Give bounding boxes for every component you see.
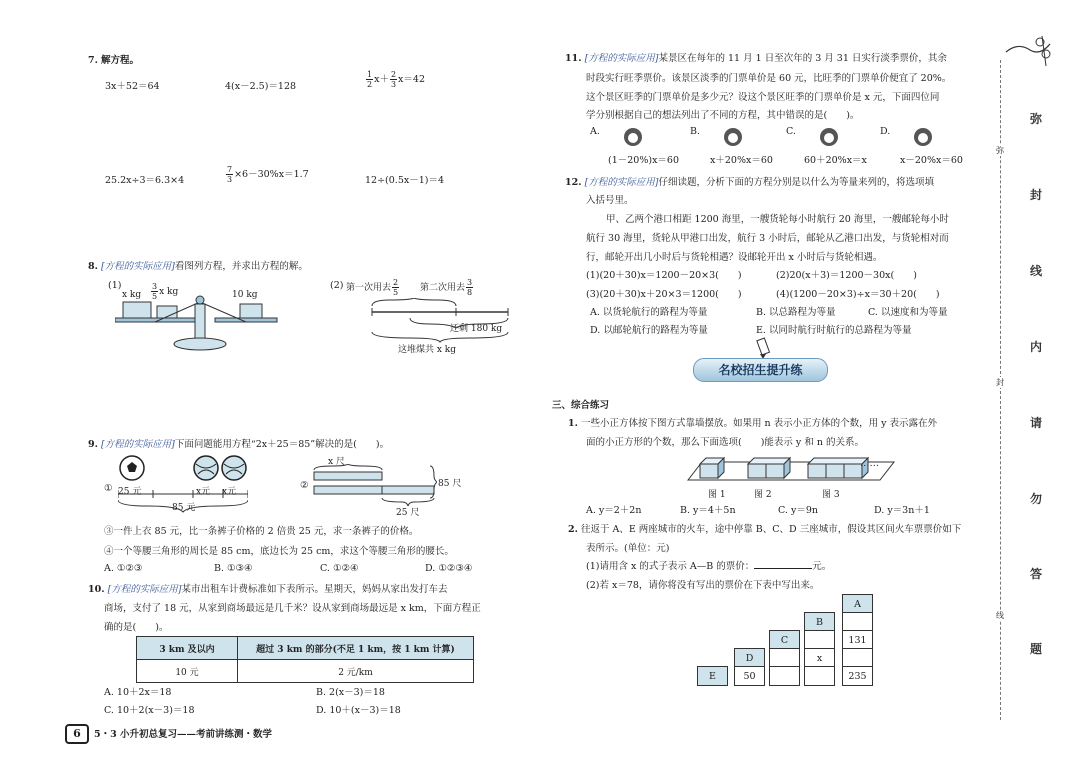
q9-tag: [方程的实际应用] (100, 439, 175, 450)
q11-label-d: D. (880, 126, 891, 137)
figure-3-label: 图 3 (822, 490, 840, 500)
s3-q1-number: 1. (568, 418, 578, 429)
section-badge: 名校招生提升练 (693, 358, 828, 382)
q8-tag: [方程的实际应用] (100, 261, 175, 272)
taxi-fare-table (136, 636, 474, 683)
q9-x-yuan-2: x元 (222, 487, 237, 497)
q9-choice-b: B. ①③④ (214, 563, 253, 574)
q8-number: 8. (88, 261, 98, 272)
q7-eq6: 12÷(0.5x－1)＝4 (365, 175, 445, 186)
q9-number: 9. (88, 439, 98, 450)
fare-header-within3: 3 km 及以内 (137, 637, 238, 660)
s3-q2-line1: 2. 往返于 A、E 两座城市的火车，途中停靠 B、C、D 三座城市，假设其区间火车票票价如下 (568, 524, 962, 535)
q9-price-25: 25 元 (118, 487, 142, 497)
student-avatar-icon (724, 128, 742, 146)
s3-q2-sub1: (1)请用含 x 的式子表示 A—B 的票价： 元。 (586, 561, 832, 572)
stair-cell[interactable] (769, 666, 800, 686)
q12-line2: 入括号里。 (586, 195, 634, 206)
s3-q2-sub2: (2)若 x＝78，请你将没有写出的票价在下表中写出来。 (586, 580, 820, 591)
stair-50: 50 (734, 666, 765, 686)
q11-eq-b: x＋20%x＝60 (710, 155, 773, 166)
q11-label-b: B. (690, 126, 701, 137)
q12-option-c: C. 以速度和为等量 (868, 307, 948, 318)
q7-title: 解方程。 (100, 55, 139, 66)
q10-tag: [方程的实际应用] (107, 584, 182, 595)
stair-131: 131 (842, 630, 873, 650)
q11-eq-d: x－20%x＝60 (900, 155, 963, 166)
answer-blank[interactable] (754, 568, 812, 569)
binding-cut-line (1000, 60, 1001, 720)
q8-text: 看图列方程，并求出方程的解。 (174, 261, 308, 272)
q9-header (88, 436, 389, 450)
side-mi: 弥 (1030, 112, 1043, 126)
q12-tag: [方程的实际应用] (584, 177, 659, 188)
pencil-mascot-icon (750, 336, 776, 360)
q7-eq2: 4(x－2.5)＝128 (225, 81, 297, 92)
q10-line3: 确的是( )。 (104, 622, 169, 633)
frac-1-2: $\frac{1}{2}$ (367, 70, 373, 89)
s3-q1-choice-b: B. y＝4＋5n (680, 505, 736, 516)
q8-10kg: 10 kg (232, 290, 258, 300)
q9-text: 下面问题能用方程“2x＋25＝85”解决的是( )。 (174, 439, 390, 450)
q12-eq4: (4)(1200－20×3)÷x＝30＋20( ) (776, 289, 940, 300)
q11-line3: 这个景区旺季的门票单价是多少元？设这个景区旺季的门票单价是 x 元，下面四位同 (586, 92, 940, 103)
side-wu: 勿 (1030, 492, 1043, 506)
q11-label-c: C. (786, 126, 796, 137)
side-feng: 封 (1030, 188, 1043, 202)
frac-2-5: $\frac{2}{5}$ (393, 278, 399, 297)
page-number: 6 (65, 724, 89, 744)
stair-x: x (804, 648, 835, 668)
q9-opt2-label: ② (300, 480, 309, 491)
stair-cell[interactable] (804, 630, 835, 650)
q11-tag: [方程的实际应用] (584, 53, 659, 64)
s3-q1-line2: 面的小正方形的个数，那么下面选项( )能表示 y 和 n 的关系。 (586, 437, 864, 448)
q12-para2: 航行 30 海里，货轮从甲港口出发，航行 3 小时后，邮轮从乙港口出发，与货轮相对而 (586, 233, 949, 244)
q7-header (88, 52, 139, 66)
stair-e: E (697, 666, 728, 686)
q8-first-use: 第一次用去 $\frac{2}{5}$ (346, 278, 399, 297)
side-da: 答 (1030, 567, 1043, 581)
stair-cell[interactable] (842, 648, 873, 668)
q12-option-b: B. 以总路程为等量 (756, 307, 836, 318)
fare-cell-over3: 2 元/km (238, 660, 474, 683)
q7-eq5: $\frac{7}{3}$ ×6－30%x＝1.7 (227, 165, 309, 184)
s3-q2-line2: 表所示。(单位：元) (586, 543, 670, 554)
q8-frac-xkg: $\frac{3}{5}$ x kg (152, 282, 179, 301)
q11-line4: 学分别根据自己的想法列出了不同的方程，其中错误的是( )。 (586, 110, 860, 121)
q12-option-a: A. 以货轮航行的路程为等量 (590, 307, 708, 318)
side-xian-small: 线 (996, 611, 1004, 620)
q9-x-yuan-1: x元 (196, 487, 211, 497)
frac-3-5: $\frac{3}{5}$ (152, 282, 158, 301)
q11-eq-c: 60＋20%x＝x (804, 155, 867, 166)
q9-choice-d: D. ①②③④ (425, 563, 473, 574)
q10-choice-a: A. 10＋2x＝18 (104, 687, 172, 698)
q10-number: 10. (88, 584, 105, 595)
s3-q2-number: 2. (568, 524, 578, 535)
q8-total: 这堆煤共 x kg (398, 345, 457, 355)
q12-option-e: E. 以同时航行时航行的总路程为等量 (756, 325, 912, 336)
student-avatar-icon (624, 128, 642, 146)
q9-opt4: ④一个等腰三角形的周长是 85 cm，底边长为 25 cm，求这个等腰三角形的腰长。 (104, 546, 454, 557)
stair-cell[interactable] (804, 666, 835, 686)
q11-label-a: A. (590, 126, 600, 137)
figure-2-label: 图 2 (754, 490, 772, 500)
q9-choice-a: A. ①②③ (104, 563, 143, 574)
balance-scale-figure (115, 284, 285, 354)
q12-number: 12. (565, 177, 582, 188)
q10-choice-c: C. 10＋2(x－3)＝18 (104, 705, 195, 716)
section-3-title: 三、综合练习 (552, 400, 610, 411)
side-qing: 请 (1030, 416, 1043, 430)
q12-eq2: (2)20(x＋3)＝1200－30x( ) (776, 270, 917, 281)
q10-line2: 商场，支付了 18 元，从家到商场最远是几千米？设从家到商场最远是 x km，下面方程正 (104, 603, 481, 614)
student-avatar-icon (820, 128, 838, 146)
side-nei: 内 (1030, 340, 1043, 354)
figure-1-label: 图 1 (708, 490, 726, 500)
q11-number: 11. (565, 53, 582, 64)
q8-remaining: 还剩 180 kg (450, 324, 503, 334)
q11-line1: 11. [方程的实际应用]某景区在每年的 11 月 1 日至次年的 3 月 31 日实行淡季票价，其余 (565, 53, 947, 64)
fare-cell-within3: 10 元 (137, 660, 238, 683)
side-feng-small: 封 (996, 378, 1004, 387)
scissors-decoration-icon (1002, 32, 1054, 68)
stair-cell[interactable] (842, 612, 873, 632)
s3-q1-choice-a: A. y＝2＋2n (586, 505, 642, 516)
q7-eq1: 3x＋52＝64 (105, 81, 160, 92)
q8-header (88, 258, 308, 272)
q10-choice-b: B. 2(x－3)＝18 (316, 687, 385, 698)
q9-choice-c: C. ①②④ (320, 563, 359, 574)
q8-part1-label: (1) (108, 280, 122, 291)
fare-header-over3: 超过 3 km 的部分(不足 1 km，按 1 km 计算) (238, 637, 474, 660)
footer-title: 5・3 小升初总复习——考前讲练测・数学 (94, 729, 273, 740)
q11-line2: 时段实行旺季票价。该景区淡季的门票单价是 60 元，比旺季的门票单价便宜了 20%。 (586, 73, 952, 84)
side-mi-small: 弥 (996, 146, 1004, 155)
stair-235: 235 (842, 666, 873, 686)
stair-a: A (842, 594, 873, 614)
q12-eq3: (3)(20＋30)x＋20×3＝1200( ) (586, 289, 742, 300)
q12-para3: 行，邮轮开出几小时后与货轮相遇？设邮轮开出 x 小时后与货轮相遇。 (586, 252, 883, 263)
q9-25-chi: 25 尺 (396, 508, 420, 518)
q9-opt3: ③一件上衣 85 元，比一条裤子价格的 2 倍贵 25 元，求一条裤子的价格。 (104, 526, 419, 537)
stair-c: C (769, 630, 800, 650)
q8-second-use: 第二次用去 $\frac{3}{8}$ (420, 278, 473, 297)
q8-part2-label: (2) (330, 280, 344, 291)
q12-eq1: (1)(20＋30)x＝1200－20×3( ) (586, 270, 742, 281)
student-avatar-icon (914, 128, 932, 146)
frac-3-8: $\frac{3}{8}$ (467, 278, 473, 297)
q10-line1: 10. [方程的实际应用]某市出租车计费标准如下表所示。星期天，妈妈从家出发打车去 (88, 584, 448, 595)
q10-choice-d: D. 10＋(x－3)＝18 (316, 705, 401, 716)
frac-7-3: $\frac{7}{3}$ (227, 165, 233, 184)
side-xian: 线 (1030, 264, 1043, 278)
q12-para1: 甲、乙两个港口相距 1200 海里，一艘货轮每小时航行 20 海里，一艘邮轮每小时 (606, 214, 949, 225)
stair-d: D (734, 648, 765, 668)
stair-b: B (804, 612, 835, 632)
side-ti: 题 (1030, 642, 1043, 656)
frac-2-3: $\frac{2}{3}$ (390, 70, 397, 89)
q12-option-d: D. 以邮轮航行的路程为等量 (590, 325, 708, 336)
s3-q1-line1: 1. 一些小正方体按下图方式靠墙摆放。如果用 n 表示小正方体的个数，用 y 表示露在外 (568, 418, 938, 429)
s3-q1-choice-c: C. y＝9n (778, 505, 818, 516)
s3-q1-choice-d: D. y＝3n＋1 (874, 505, 930, 516)
q7-number: 7. (88, 55, 98, 66)
q9-opt1-label: ① (104, 483, 113, 494)
cube-ellipsis: …… (860, 458, 879, 469)
q7-eq4: 25.2x÷3＝6.3×4 (105, 175, 185, 186)
q12-line1: 12. [方程的实际应用]仔细读题，分析下面的方程分别是以什么为等量来列的，将选项填 (565, 177, 934, 188)
q9-x-chi: x 尺 (328, 457, 345, 467)
q7-eq3: $\frac{1}{2}$ x＋ $\frac{2}{3}$ x＝42 (367, 70, 425, 89)
q11-eq-a: (1－20%)x＝60 (608, 155, 680, 166)
stair-cell[interactable] (769, 648, 800, 668)
q9-85-chi: 85 尺 (438, 479, 462, 489)
q8-xkg-left: x kg (122, 290, 142, 300)
q9-price-85: 85 元 (172, 503, 196, 513)
